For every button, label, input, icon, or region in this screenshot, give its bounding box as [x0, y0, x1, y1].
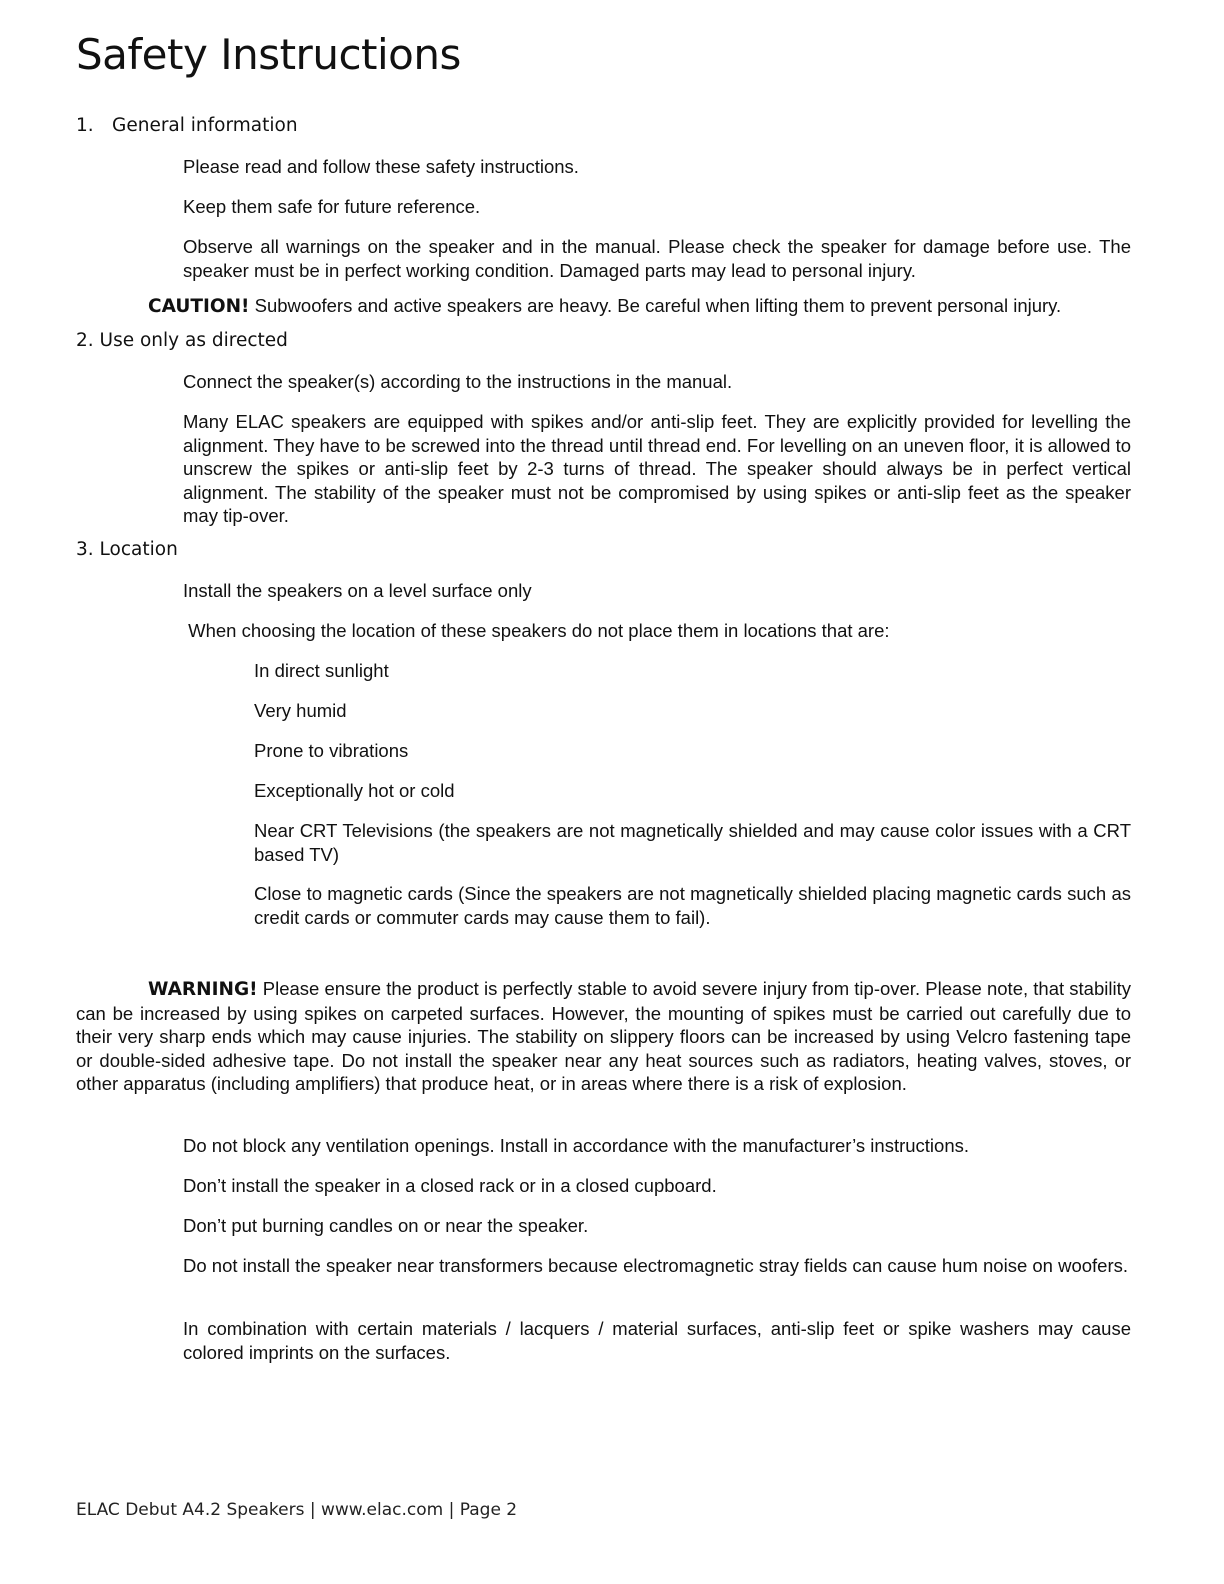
paragraph: Observe all warnings on the speaker and in the manual. Please check the speaker for damage before use. The speaker must be in perfect working condition. Damaged parts may lead to personal injury.: [183, 236, 1131, 281]
paragraph: Do not install the speaker near transformers because electromagnetic stray fields can cause hum noise on woofers.: [183, 1255, 1129, 1276]
paragraph: When choosing the location of these speakers do not place them in locations that are:: [183, 620, 890, 641]
section-number: 1.: [76, 115, 94, 136]
location-item: Very humid: [254, 700, 347, 721]
section-number: 2.: [76, 330, 94, 351]
warning-paragraph: [76, 977, 1131, 1096]
location-item: Prone to vibrations: [254, 740, 409, 761]
paragraph: Do not block any ventilation openings. Install in accordance with the manufacturer’s instructions.: [183, 1135, 969, 1156]
paragraph: Many ELAC speakers are equipped with spikes and/or anti-slip feet. They are explicitly provided for levelling the alignment. They have to be screwed into the thread until thread end. For levelling on an uneven floor, it is allowed to unscrew the spikes or anti-slip feet by 2-3 turns of thread. The speaker should always be in perfect vertical alignment. The stability of the speaker must not be compromised by using spikes or anti-slip feet as the speaker may tip-over.: [183, 411, 1131, 527]
warning-label: WARNING!: [148, 979, 258, 1000]
caution-text: Subwoofers and active speakers are heavy. Be careful when lifting them to prevent personal injury.: [249, 295, 1062, 316]
section-title: Location: [99, 539, 178, 560]
caution-label: CAUTION!: [148, 296, 250, 317]
paragraph: Don’t put burning candles on or near the speaker.: [183, 1215, 589, 1236]
section-heading-use: [76, 330, 288, 351]
section-heading-general: [76, 115, 298, 136]
location-item: Exceptionally hot or cold: [254, 780, 455, 801]
warning-note: [76, 977, 1131, 1096]
location-item: Close to magnetic cards (Since the speakers are not magnetically shielded placing magnetic cards such as credit cards or commuter cards may cause them to fail).: [254, 883, 1131, 928]
caution-note: [148, 294, 1131, 319]
warning-text: Please ensure the product is perfectly stable to avoid severe injury from tip-over. Please note, that stability can be increased by using spikes on carpeted surfaces. However, the mounting of spikes must be carried out carefully due to their very sharp ends which may cause injuries. The stability on slippery floors can be increased by using Velcro fastening tape or double-sided adhesive tape. Do not install the speaker near any heat sources such as radiators, heating valves, stoves, or other apparatus (including amplifiers) that produce heat, or in areas where there is a risk of explosion.: [76, 978, 1131, 1095]
section-number: 3.: [76, 539, 94, 560]
page-footer: ELAC Debut A4.2 Speakers | www.elac.com | Page 2: [76, 1500, 518, 1520]
paragraph: Don’t install the speaker in a closed rack or in a closed cupboard.: [183, 1175, 717, 1196]
section-title: Use only as directed: [99, 330, 288, 351]
paragraph: Please read and follow these safety instructions.: [183, 156, 579, 177]
section-title: General information: [112, 115, 298, 136]
paragraph: Connect the speaker(s) according to the instructions in the manual.: [183, 371, 733, 392]
paragraph: Install the speakers on a level surface only: [183, 580, 532, 601]
section-heading-location: [76, 539, 178, 560]
location-item: Near CRT Televisions (the speakers are not magnetically shielded and may cause color issues with a CRT based TV): [254, 820, 1131, 865]
paragraph: Keep them safe for future reference.: [183, 196, 481, 217]
location-item: In direct sunlight: [254, 660, 389, 681]
paragraph: In combination with certain materials / lacquers / material surfaces, anti-slip feet or spike washers may cause colored imprints on the surfaces.: [183, 1318, 1131, 1363]
page-title: Safety Instructions: [76, 30, 461, 79]
